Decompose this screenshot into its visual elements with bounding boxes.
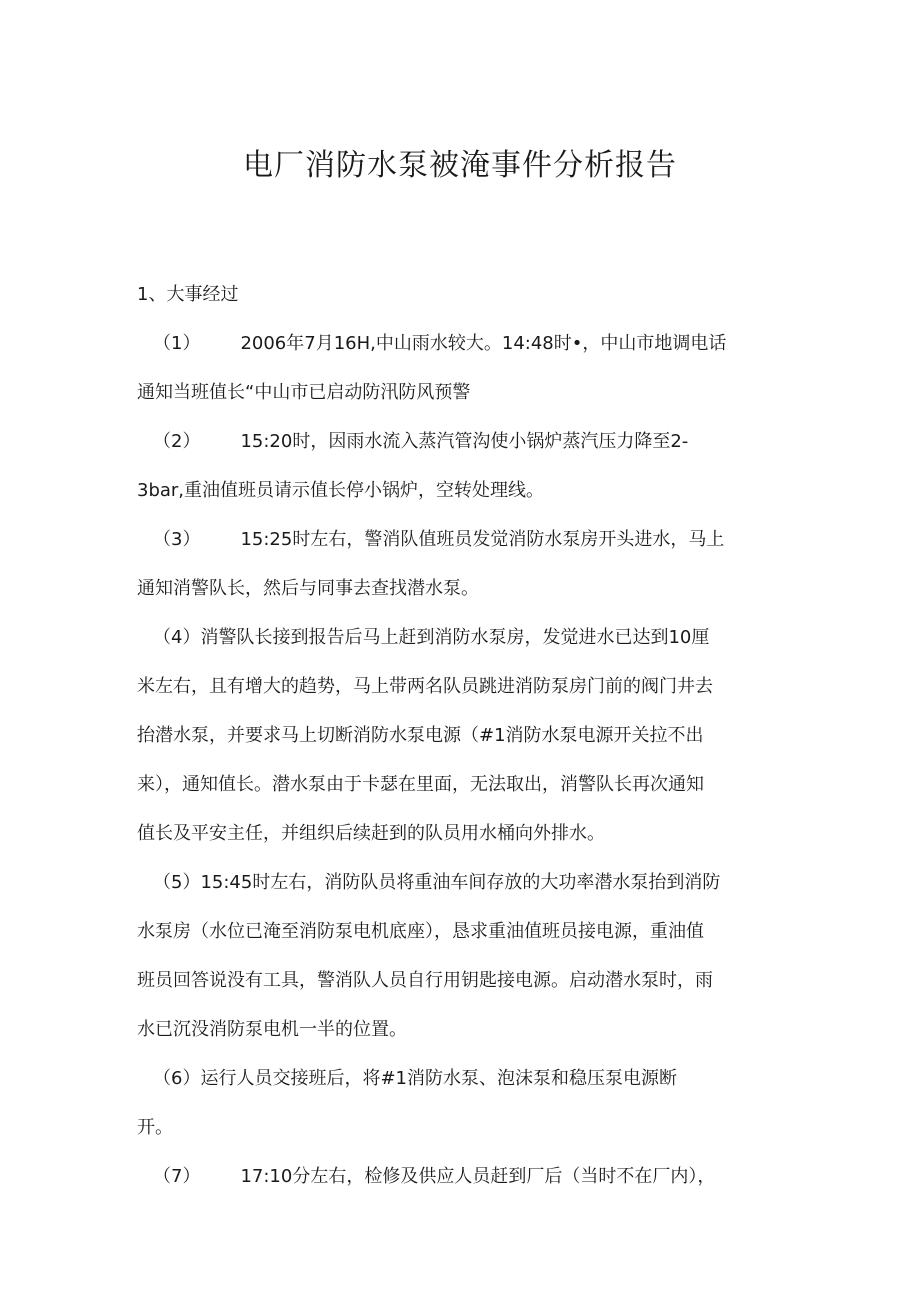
paragraph-7 xyxy=(137,1152,787,1201)
paragraph-number: （3） xyxy=(153,529,201,550)
paragraph-line: 3bar,重油值班员请示值长停小锅炉，空转处理线。 xyxy=(137,480,545,501)
paragraph-4 xyxy=(137,613,787,858)
document-body xyxy=(137,270,787,1201)
paragraph-line: 通知消警队长，然后与同事去查找潜水泵。 xyxy=(137,578,479,599)
paragraph-line: 运行人员交接班后，将#1消防水泵、泡沫泵和稳压泵电源断 xyxy=(200,1068,677,1089)
paragraph-number: （1） xyxy=(153,333,201,354)
paragraph-line: 水已沉没消防泵电机一半的位置。 xyxy=(137,1019,407,1040)
paragraph-line: 15:25时左右，警消队值班员发觉消防水泵房开头进水，马上 xyxy=(240,529,725,550)
paragraph-line: 消警队长接到报告后马上赶到消防水泵房，发觉进水已达到10厘 xyxy=(200,627,710,648)
paragraph-line: 米左右，且有增大的趋势，马上带两名队员跳进消防泵房门前的阀门井去 xyxy=(137,676,713,697)
paragraph-5 xyxy=(137,858,787,1054)
paragraph-line: 值长及平安主任，并组织后续赶到的队员用水桶向外排水。 xyxy=(137,823,605,844)
paragraph-line: 班员回答说没有工具，警消队人员自行用钥匙接电源。启动潜水泵时，雨 xyxy=(137,970,713,991)
paragraph-line: 2006年7月16H,中山雨水较大。14:48时•，中山市地调电话 xyxy=(240,333,727,354)
paragraph-number: （7） xyxy=(153,1166,201,1187)
paragraph-number: （2） xyxy=(153,431,201,452)
paragraph-line: 水泵房（水位已淹至消防泵电机底座），恳求重油值班员接电源，重油值 xyxy=(137,921,704,942)
paragraph-line: 15:20时，因雨水流入蒸汽管沟使小锅炉蒸汽压力降至2- xyxy=(240,431,689,452)
paragraph-6 xyxy=(137,1054,787,1152)
paragraph-number: （5） xyxy=(153,872,201,893)
paragraph-line: 抬潜水泵，并要求马上切断消防水泵电源（#1消防水泵电源开关拉不出 xyxy=(137,725,704,746)
paragraph-line: 15:45时左右，消防队员将重油车间存放的大功率潜水泵抬到消防 xyxy=(200,872,721,893)
section-heading: 1、大事经过 xyxy=(137,284,239,305)
paragraph-number: （4） xyxy=(153,627,201,648)
paragraph-2 xyxy=(137,417,787,515)
paragraph-1 xyxy=(137,319,787,417)
paragraph-line: 17:10分左右，检修及供应人员赶到厂后（当时不在厂内）， xyxy=(240,1166,716,1187)
paragraph-3 xyxy=(137,515,787,613)
paragraph-line: 来），通知值长。潜水泵由于卡瑟在里面，无法取出，消警队长再次通知 xyxy=(137,774,704,795)
document-title: 电厂消防水泵被淹事件分析报告 xyxy=(243,148,677,183)
paragraph-line: 开。 xyxy=(137,1117,173,1138)
paragraph-number: （6） xyxy=(153,1068,201,1089)
paragraph-line: 通知当班值长“中山市已启动防汛防风预警 xyxy=(137,382,471,403)
